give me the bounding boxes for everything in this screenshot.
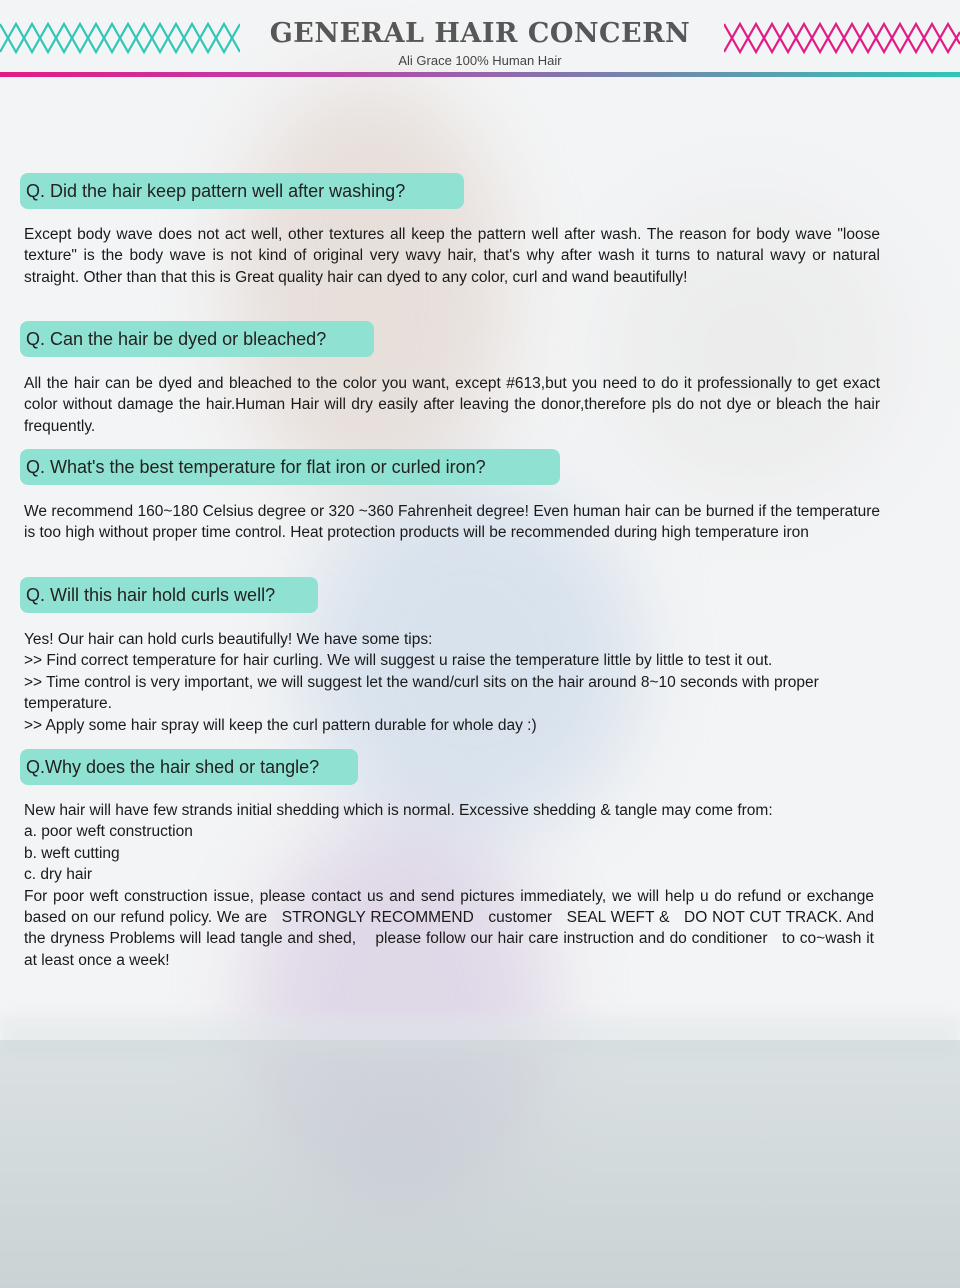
answer-line: Except body wave does not act well, other textures all keep the pattern well after wash. The reason for body wave "loose texture" is the body wave is not kind of original very wavy hair, that's why after wash it turns to natural wavy or natural straight. Other than that this is Great quality hair can dyed to any color, curl and wand beautifully! <box>24 226 880 286</box>
answer-line: >> Apply some hair spray will keep the curl pattern durable for whole day :) <box>24 716 537 734</box>
page-title: GENERAL HAIR CONCERN <box>269 18 691 49</box>
answer-line: For poor weft construction issue, please contact us and send pictures immediately, we will help u do refund or exchange based on our refund policy. We are STRONGLY RECOMMEND customer SEAL WEFT & DO NOT CUT TRACK. And the dryness Problems will lead tangle and shed, please follow our hair care instruction and do conditioner to co~wash it at least once a week! <box>24 887 879 969</box>
zigzag-decoration-right <box>724 20 960 56</box>
answer-line: We recommend 160~180 Celsius degree or 320 ~360 Fahrenheit degree! Even human hair can be burned if the temperature is too high without proper time control. Heat protection products will be recommended during high temperature iron <box>24 503 880 542</box>
answer-line: Yes! Our hair can hold curls beautifully! We have some tips: <box>24 631 433 648</box>
answer-line: c. dry hair <box>24 866 93 884</box>
faq-question: Q. What's the best temperature for flat iron or curled iron? <box>20 449 560 485</box>
answer-line: b. weft cutting <box>24 844 120 862</box>
faq-question: Q. Will this hair hold curls well? <box>20 577 318 613</box>
header-divider <box>0 72 960 77</box>
faq-answer <box>24 800 884 971</box>
faq-question: Q. Can the hair be dyed or bleached? <box>20 321 374 357</box>
faq-answer <box>24 224 880 288</box>
page-subtitle: Ali Grace 100% Human Hair <box>398 53 562 68</box>
faq-answer <box>24 373 880 437</box>
answer-line: All the hair can be dyed and bleached to the color you want, except #613,but you need to do it professionally to get exact color without damage the hair.Human Hair will dry easily after leaving the donor,therefore pls do not dye or bleach the hair frequently. <box>24 375 880 435</box>
faq-question: Q. Did the hair keep pattern well after washing? <box>20 173 464 209</box>
answer-line: >> Find correct temperature for hair curling. We will suggest u raise the temperature little by little to test it out. <box>24 652 773 670</box>
faq-question: Q.Why does the hair shed or tangle? <box>20 749 358 785</box>
page-header <box>0 0 960 78</box>
faq-answer <box>24 629 894 736</box>
answer-line: >> Time control is very important, we will suggest let the wand/curl sits on the hair around 8~10 seconds with proper temperature. <box>24 673 819 713</box>
answer-line: New hair will have few strands initial shedding which is normal. Excessive shedding & tangle may come from: <box>24 802 773 819</box>
faq-answer <box>24 501 880 544</box>
answer-line: a. poor weft construction <box>24 823 193 841</box>
